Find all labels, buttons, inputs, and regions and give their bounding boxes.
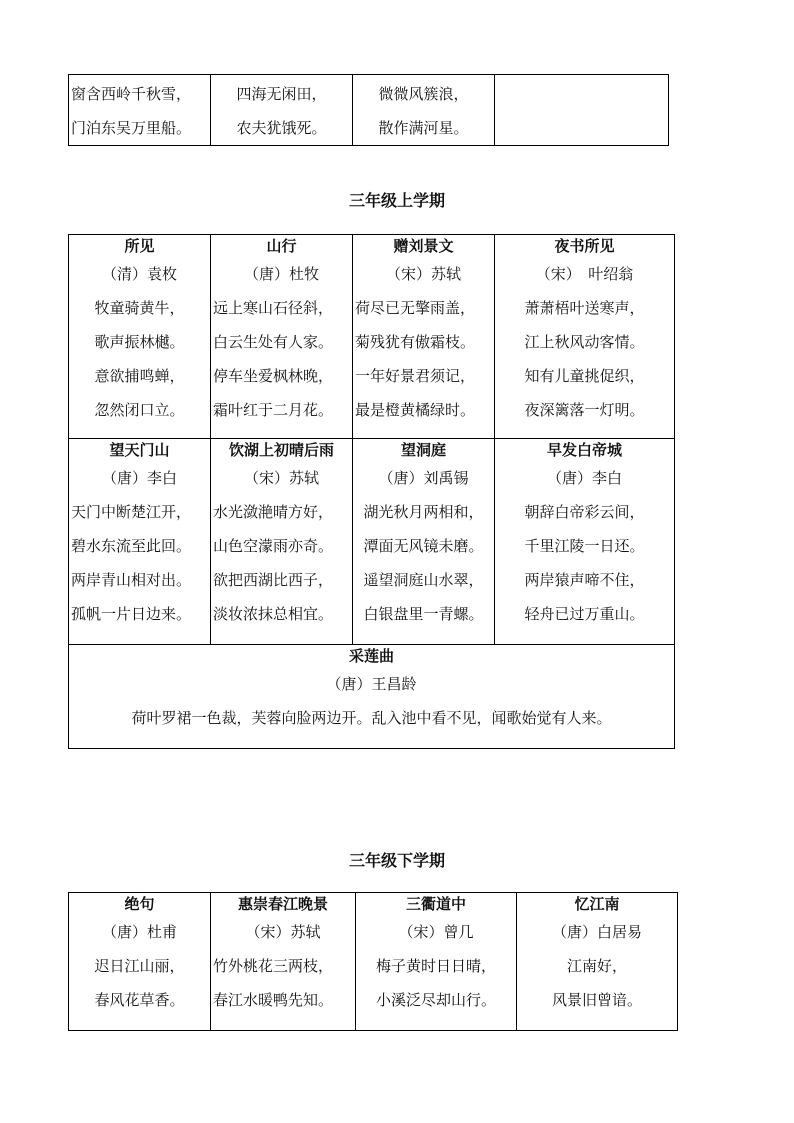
poem-cell xyxy=(211,893,356,1031)
poem-line: 迟日江山丽， xyxy=(94,957,185,975)
poem-line: 梅子黄时日日晴， xyxy=(375,957,496,975)
poem-line: 霜叶红于二月花。 xyxy=(213,401,334,419)
poem-line: 微微风簇浪， xyxy=(378,85,469,103)
poem-cell xyxy=(69,893,211,1031)
poem-line: 风景旧曾谙。 xyxy=(551,991,642,1009)
poem-title: 饮湖上初晴后雨 xyxy=(228,441,334,459)
poem-cell xyxy=(211,439,353,645)
poem-line: 窗含西岭千秋雪， xyxy=(71,85,192,103)
poem-author: （唐）杜牧 xyxy=(243,265,319,283)
poem-line: 淡妆浓抹总相宜。 xyxy=(213,605,334,623)
poem-table-grade3-upper xyxy=(68,234,675,749)
poem-cell xyxy=(211,235,353,439)
poem-row xyxy=(69,439,675,645)
poem-line: 牧童骑黄牛， xyxy=(94,299,185,317)
poem-row xyxy=(69,235,675,439)
poem-line: 意欲捕鸣蝉， xyxy=(94,367,185,385)
poem-line: 散作满河星。 xyxy=(378,119,469,137)
poem-table-grade3-lower xyxy=(68,892,678,1031)
poem-line: 荷叶罗裙一色裁，芙蓉向脸两边开。乱入池中看不见，闻歌始觉有人来。 xyxy=(131,709,612,727)
poem-cell xyxy=(356,893,517,1031)
poem-author: （宋）曾几 xyxy=(398,923,474,941)
poem-cell xyxy=(69,75,211,146)
poem-row xyxy=(69,893,678,1031)
poem-author: （唐）刘禹锡 xyxy=(378,469,469,487)
poem-line: 水光潋滟晴方好， xyxy=(213,503,334,521)
poem-title: 三衢道中 xyxy=(405,895,466,913)
poem-line: 欲把西湖比西子， xyxy=(213,571,334,589)
poem-line: 千里江陵一日还。 xyxy=(524,537,645,555)
poem-author: （清）袁枚 xyxy=(101,265,177,283)
poem-line: 春风花草香。 xyxy=(94,991,185,1009)
poem-line: 远上寒山石径斜， xyxy=(213,299,334,317)
poem-line: 江南好， xyxy=(566,957,627,975)
poem-cell xyxy=(69,645,675,749)
poem-author: （宋）苏轼 xyxy=(245,923,321,941)
poem-cell xyxy=(353,439,495,645)
poem-line: 竹外桃花三两枝， xyxy=(213,957,334,975)
poem-cell xyxy=(69,235,211,439)
poem-line: 两岸青山相对出。 xyxy=(71,571,192,589)
poem-line: 轻舟已过万重山。 xyxy=(524,605,645,623)
poem-line: 最是橙黄橘绿时。 xyxy=(355,401,476,419)
poem-title: 绝句 xyxy=(124,895,155,913)
poem-author: （宋） 叶绍翁 xyxy=(535,265,634,283)
poem-line: 白银盘里一青螺。 xyxy=(363,605,484,623)
poem-line: 知有儿童挑促织， xyxy=(524,367,645,385)
poem-cell xyxy=(69,439,211,645)
poem-cell xyxy=(353,75,495,146)
poem-line: 孤帆一片日边来。 xyxy=(71,605,192,623)
poem-author: （唐）白居易 xyxy=(551,923,642,941)
poem-line: 停车坐爱枫林晚， xyxy=(213,367,334,385)
poem-line: 萧萧梧叶送寒声， xyxy=(524,299,645,317)
section-title-grade3-upper: 三年级上学期 xyxy=(348,191,445,210)
poem-author: （宋）苏轼 xyxy=(243,469,319,487)
poem-line: 歌声振林樾。 xyxy=(94,333,185,351)
poem-line: 碧水东流至此回。 xyxy=(71,537,192,555)
poem-line: 一年好景君须记， xyxy=(355,367,476,385)
poem-line: 潭面无风镜未磨。 xyxy=(363,537,484,555)
poem-cell xyxy=(495,75,669,146)
poem-line: 四海无闲田， xyxy=(236,85,327,103)
poem-title: 采莲曲 xyxy=(348,647,394,665)
poem-line: 春江水暖鸭先知。 xyxy=(213,991,334,1009)
poem-cell xyxy=(495,235,675,439)
poem-author: （唐）杜甫 xyxy=(101,923,177,941)
poem-line: 湖光秋月两相和， xyxy=(363,503,484,521)
poem-line: 荷尽已无擎雨盖， xyxy=(355,299,476,317)
poem-line: 夜深篱落一灯明。 xyxy=(524,401,645,419)
poem-cell xyxy=(353,235,495,439)
poem-line: 天门中断楚江开， xyxy=(71,503,192,521)
poem-line: 山色空濛雨亦奇。 xyxy=(213,537,334,555)
poem-line: 门泊东吴万里船。 xyxy=(71,119,192,137)
poem-row xyxy=(69,645,675,749)
poem-author: （唐）王昌龄 xyxy=(326,675,417,693)
poem-title: 早发白帝城 xyxy=(546,441,622,459)
poem-title: 山行 xyxy=(266,237,297,255)
poem-cell xyxy=(211,75,353,146)
poem-line: 两岸猿声啼不住， xyxy=(524,571,645,589)
poem-title: 所见 xyxy=(124,237,155,255)
poem-author: （唐）李白 xyxy=(546,469,622,487)
poem-author: （唐）李白 xyxy=(101,469,177,487)
poem-line: 江上秋风动客情。 xyxy=(524,333,645,351)
poem-row xyxy=(69,75,669,146)
poem-table-top xyxy=(68,74,669,146)
poem-line: 白云生处有人家。 xyxy=(213,333,334,351)
poem-cell xyxy=(517,893,678,1031)
poem-title: 惠崇春江晚景 xyxy=(237,895,328,913)
poem-line: 菊残犹有傲霜枝。 xyxy=(355,333,476,351)
poem-title: 望天门山 xyxy=(109,441,170,459)
poem-line: 忽然闭口立。 xyxy=(94,401,185,419)
poem-line: 朝辞白帝彩云间， xyxy=(524,503,645,521)
poem-author: （宋）苏轼 xyxy=(385,265,461,283)
poem-line: 遥望洞庭山水翠， xyxy=(363,571,484,589)
poem-title: 赠刘景文 xyxy=(393,237,454,255)
poem-title: 忆江南 xyxy=(574,895,620,913)
poem-cell xyxy=(495,439,675,645)
poem-title: 夜书所见 xyxy=(554,237,615,255)
section-title-grade3-lower: 三年级下学期 xyxy=(348,851,445,870)
poem-title: 望洞庭 xyxy=(400,441,446,459)
poem-line: 小溪泛尽却山行。 xyxy=(375,991,496,1009)
poem-line: 农夫犹饿死。 xyxy=(236,119,327,137)
